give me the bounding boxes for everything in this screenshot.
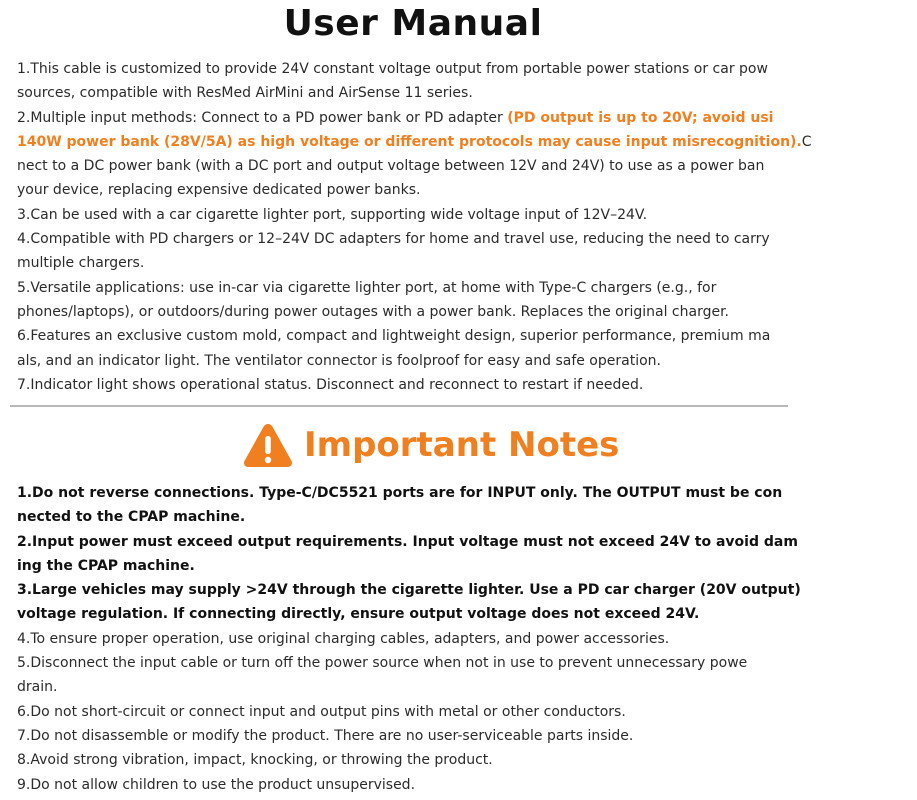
highlighted-text: (PD output is up to 20V; avoid usi: [507, 109, 774, 126]
text-line: [17, 324, 917, 348]
text-line: [17, 349, 917, 373]
line-text: 5.Versatile applications: use in-car via cigarette lighter port, at home with Type-C chargers (e.g., for: [17, 279, 717, 296]
line-text: ing the CPAP machine.: [17, 557, 195, 574]
section-divider: [10, 405, 788, 407]
text-line: [17, 130, 917, 154]
warning-triangle-icon: [242, 421, 294, 469]
line-text: nected to the CPAP machine.: [17, 509, 246, 526]
text-line: [17, 627, 917, 651]
line-text: C: [801, 133, 812, 150]
line-text: 4.Compatible with PD chargers or 12–24V DC adapters for home and travel use, reducing the need to carry: [17, 231, 770, 248]
text-line: [17, 203, 917, 227]
text-line: [17, 700, 917, 724]
notes-items: [17, 481, 917, 797]
text-line: [17, 554, 917, 578]
line-text: 3.Can be used with a car cigarette lighter port, supporting wide voltage input of 12V–24V.: [17, 206, 648, 223]
line-text: sources, compatible with ResMed AirMini and AirSense 11 series.: [17, 85, 473, 102]
line-text: 8.Avoid strong vibration, impact, knocking, or throwing the product.: [17, 752, 493, 769]
text-line: [17, 154, 917, 178]
text-line: [17, 724, 917, 748]
line-text: nect to a DC power bank (with a DC port and output voltage between 12V and 24V) to use as a power ban: [17, 158, 765, 175]
line-text: multiple chargers.: [17, 255, 145, 272]
line-text: drain.: [17, 679, 58, 696]
text-line: [17, 481, 917, 505]
line-text: als, and an indicator light. The ventilator connector is foolproof for easy and safe operation.: [17, 352, 661, 369]
text-line: [17, 748, 917, 772]
text-line: [17, 300, 917, 324]
highlighted-text: 140W power bank (28V/5A) as high voltage or different protocols may cause input misrecognition).: [17, 133, 802, 150]
text-line: [17, 675, 917, 699]
line-text: 2.Multiple input methods: Connect to a PD power bank or PD adapter: [17, 109, 508, 126]
line-text: 6.Do not short-circuit or connect input and output pins with metal or other conductors.: [17, 703, 626, 720]
line-text: 7.Indicator light shows operational status. Disconnect and reconnect to restart if needed.: [17, 376, 644, 393]
text-line: [17, 227, 917, 251]
text-line: [17, 651, 917, 675]
manual-items: [17, 57, 917, 397]
text-line: [17, 57, 917, 81]
line-text: 7.Do not disassemble or modify the product. There are no user-serviceable parts inside.: [17, 727, 634, 744]
text-line: [17, 251, 917, 275]
text-line: [17, 530, 917, 554]
text-line: [17, 773, 917, 797]
line-text: phones/laptops), or outdoors/during power outages with a power bank. Replaces the original charger.: [17, 303, 730, 320]
line-text: 6.Features an exclusive custom mold, compact and lightweight design, superior performance, premium ma: [17, 328, 771, 345]
line-text: voltage regulation. If connecting directly, ensure output voltage does not exceed 24V.: [17, 606, 700, 623]
line-text: 3.Large vehicles may supply >24V through the cigarette lighter. Use a PD car charger (20V output): [17, 582, 801, 599]
text-line: [17, 276, 917, 300]
text-line: [17, 81, 917, 105]
line-text: 2.Input power must exceed output requirements. Input voltage must not exceed 24V to avoid dam: [17, 533, 798, 550]
text-line: [17, 578, 917, 602]
line-text: 1.Do not reverse connections. Type-C/DC5521 ports are for INPUT only. The OUTPUT must be con: [17, 485, 783, 501]
line-text: 5.Disconnect the input cable or turn off the power source when not in use to prevent unnecessary powe: [17, 655, 748, 672]
line-text: 4.To ensure proper operation, use original charging cables, adapters, and power accessories.: [17, 630, 670, 647]
important-notes-heading: [242, 420, 619, 470]
text-line: [17, 178, 917, 202]
important-notes-title: Important Notes: [304, 425, 620, 465]
text-line: [17, 106, 917, 130]
text-line: [17, 373, 917, 397]
line-text: 9.Do not allow children to use the product unsupervised.: [17, 776, 416, 793]
line-text: your device, replacing expensive dedicated power banks.: [17, 182, 421, 199]
line-text: 1.This cable is customized to provide 24V constant voltage output from portable power stations or car pow: [17, 61, 768, 77]
text-line: [17, 505, 917, 529]
text-line: [17, 602, 917, 626]
page-title: User Manual: [283, 3, 543, 44]
